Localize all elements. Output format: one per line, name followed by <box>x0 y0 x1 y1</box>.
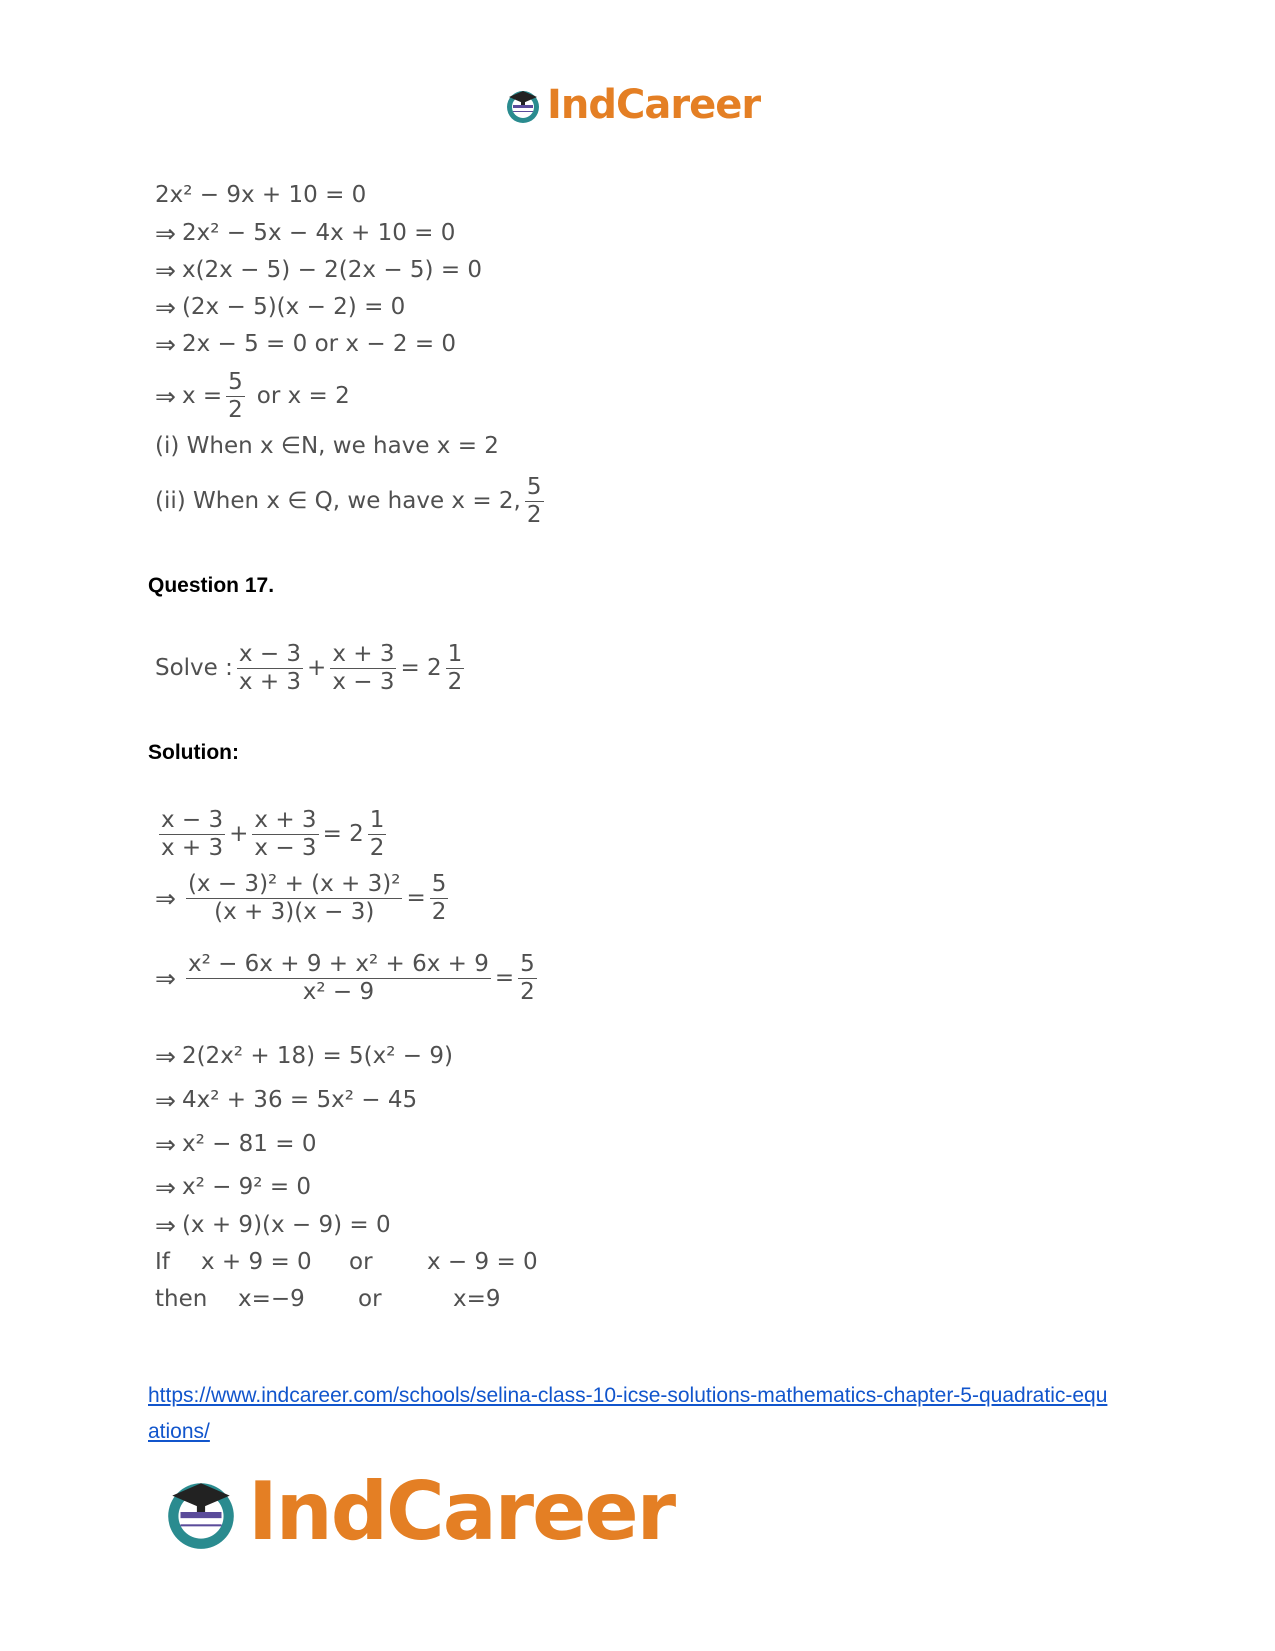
fraction <box>525 475 544 529</box>
equation-text: 2x² − 9x + 10 = 0 <box>155 182 367 208</box>
implies-symbol: ⇒ <box>155 256 176 285</box>
implies-symbol: ⇒ <box>155 1211 176 1240</box>
equation-text: x=9 <box>453 1286 501 1312</box>
operator: + <box>229 821 249 847</box>
math-line <box>155 219 455 249</box>
logo-text: IndCareer <box>248 1465 675 1558</box>
math-line <box>155 1086 417 1116</box>
implies-symbol: ⇒ <box>155 1042 176 1071</box>
fraction-denominator: 2 <box>447 669 463 696</box>
equation-text: x=−9 <box>238 1286 305 1312</box>
fraction-numerator: 5 <box>518 952 537 979</box>
fraction-numerator: x − 3 <box>159 808 225 835</box>
equation-text: 2x − 5 = 0 or x − 2 = 0 <box>181 331 457 358</box>
math-line <box>155 182 366 210</box>
equation-text: (x + 9)(x − 9) = 0 <box>181 1212 391 1239</box>
equation-text: (i) When x ∈N, we have x = 2 <box>155 433 499 459</box>
equation-text: (2x − 5)(x − 2) = 0 <box>181 294 406 321</box>
math-line <box>155 952 541 1006</box>
fraction-denominator: 2 <box>228 397 243 424</box>
equation-text: = 2 <box>322 821 364 847</box>
implies-symbol: ⇒ <box>155 219 176 248</box>
equation-text: x + 9 = 0 <box>201 1249 312 1275</box>
equation-text: 2(2x² + 18) = 5(x² − 9) <box>181 1043 453 1070</box>
fraction <box>446 642 465 696</box>
solution-heading: Solution: <box>148 741 239 764</box>
implies-symbol: ⇒ <box>155 1130 176 1159</box>
math-line <box>155 872 452 926</box>
math-line <box>155 642 468 696</box>
implies-symbol: ⇒ <box>155 330 176 359</box>
fraction-numerator: 5 <box>226 370 245 397</box>
equation-text: x² − 81 = 0 <box>181 1131 317 1158</box>
math-line <box>155 293 405 323</box>
equation-text: or <box>358 1286 382 1312</box>
fraction <box>330 642 396 696</box>
fraction <box>368 808 387 862</box>
equation-text: then <box>155 1286 208 1312</box>
question-heading: Question 17. <box>148 574 275 597</box>
footer-logo <box>160 1465 674 1558</box>
math-line <box>155 330 456 360</box>
implies-symbol: ⇒ <box>155 1086 176 1115</box>
math-line <box>155 808 390 862</box>
math-line <box>155 433 499 461</box>
fraction-numerator: (x − 3)² + (x + 3)² <box>186 872 403 899</box>
implies-symbol: ⇒ <box>155 381 176 411</box>
fraction-numerator: x − 3 <box>237 642 303 669</box>
equation-text: (ii) When x ∈ Q, we have x = 2, <box>155 488 521 514</box>
fraction <box>226 370 245 424</box>
logo-text: IndCareer <box>547 82 761 128</box>
fraction-denominator: x² − 9 <box>302 979 375 1006</box>
implies-symbol: ⇒ <box>155 883 176 913</box>
fraction-denominator: x − 3 <box>332 669 395 696</box>
fraction <box>186 952 491 1006</box>
fraction-denominator: x + 3 <box>238 669 302 696</box>
equation-text: x(2x − 5) − 2(2x − 5) = 0 <box>181 257 483 284</box>
fraction <box>252 808 318 862</box>
math-line <box>155 475 548 529</box>
fraction-denominator: 2 <box>431 899 447 926</box>
fraction-numerator: x + 3 <box>252 808 318 835</box>
fraction-numerator: 5 <box>430 872 449 899</box>
equation-text: 2x² − 5x − 4x + 10 = 0 <box>181 220 456 247</box>
implies-symbol: ⇒ <box>155 1173 176 1202</box>
fraction-denominator: (x + 3)(x − 3) <box>214 899 375 926</box>
fraction-numerator: 1 <box>446 642 465 669</box>
fraction <box>518 952 537 1006</box>
operator: + <box>307 655 327 681</box>
fraction-numerator: x + 3 <box>330 642 396 669</box>
math-line <box>155 256 482 286</box>
math-line <box>155 1042 453 1072</box>
equation-text: or <box>349 1249 373 1275</box>
fraction-denominator: x + 3 <box>161 835 224 862</box>
math-line <box>155 1173 311 1203</box>
source-link[interactable]: https://www.indcareer.com/schools/selina-class-10-icse-solutions-mathematics-chapter-5-quadratic-equations/ <box>148 1384 1108 1443</box>
equation-text: x = <box>181 383 223 409</box>
equation-text: or x = 2 <box>256 383 350 409</box>
header-logo <box>503 82 760 128</box>
math-line <box>155 1130 316 1160</box>
equation-text: = <box>494 965 515 991</box>
fraction <box>159 808 225 862</box>
equation-text: x − 9 = 0 <box>427 1249 538 1275</box>
solve-label: Solve : <box>155 655 233 681</box>
math-line <box>155 1249 538 1277</box>
fraction-numerator: x² − 6x + 9 + x² + 6x + 9 <box>186 952 491 979</box>
implies-symbol: ⇒ <box>155 293 176 322</box>
fraction-numerator: 1 <box>368 808 387 835</box>
fraction <box>237 642 303 696</box>
math-line <box>155 1286 501 1314</box>
fraction <box>186 872 403 926</box>
equation-text: If <box>155 1249 170 1275</box>
graduation-cap-globe-icon <box>503 85 543 125</box>
fraction <box>430 872 449 926</box>
math-line <box>155 370 350 424</box>
fraction-denominator: x − 3 <box>254 835 317 862</box>
implies-symbol: ⇒ <box>155 963 176 993</box>
math-line <box>155 1211 391 1241</box>
equation-text: 4x² + 36 = 5x² − 45 <box>181 1087 418 1114</box>
graduation-cap-globe-icon <box>160 1471 242 1553</box>
equation-text: = <box>406 885 426 911</box>
fraction-numerator: 5 <box>525 475 544 502</box>
fraction-denominator: 2 <box>526 502 542 529</box>
equation-text: x² − 9² = 0 <box>181 1174 312 1201</box>
fraction-denominator: 2 <box>520 979 535 1006</box>
equation-text: = 2 <box>400 655 442 681</box>
fraction-denominator: 2 <box>369 835 385 862</box>
